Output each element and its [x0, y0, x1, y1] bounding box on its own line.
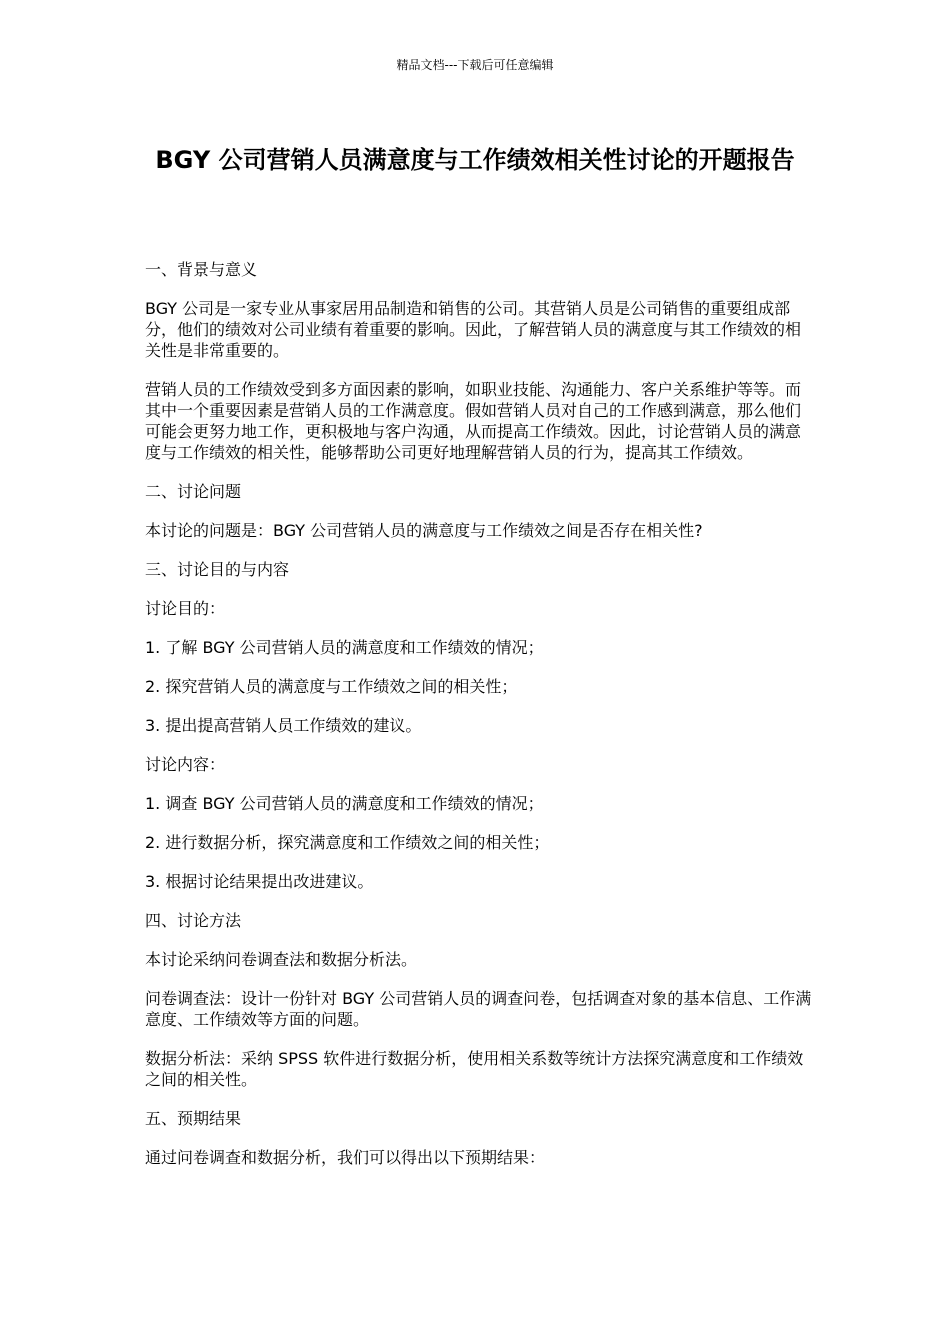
- list-item: 2. 探究营销人员的满意度与工作绩效之间的相关性；: [145, 677, 518, 696]
- paragraph: 数据分析法：采纳 SPSS 软件进行数据分析，使用相关系数等统计方法探究满意度和工作绩效之间的相关性。: [145, 1049, 804, 1089]
- paragraph: 问卷调查法：设计一份针对 BGY 公司营销人员的调查问卷，包括调查对象的基本信息、工作满意度、工作绩效等方面的问题。: [145, 989, 812, 1029]
- paragraph: 营销人员的工作绩效受到多方面因素的影响，如职业技能、沟通能力、客户关系维护等等。而其中一个重要因素是营销人员的工作满意度。假如营销人员对自己的工作感到满意，那么他们可能会更努力地工作，更积极地与客户沟通，从而提高工作绩效。因此，讨论营销人员的满意度与工作绩效的相关性，能够帮助公司更好地理解营销人员的行为，提高其工作绩效。: [145, 380, 802, 462]
- page-header-note: 精品文档---下载后可任意编辑: [396, 58, 554, 72]
- section-heading-expected-results: 五、预期结果: [145, 1109, 242, 1128]
- section-heading-background: 一、背景与意义: [145, 260, 258, 279]
- list-item: 3. 根据讨论结果提出改进建议。: [145, 872, 374, 891]
- list-item: 1. 了解 BGY 公司营销人员的满意度和工作绩效的情况；: [145, 638, 544, 657]
- list-item: 1. 调查 BGY 公司营销人员的满意度和工作绩效的情况；: [145, 794, 544, 813]
- paragraph: 讨论内容：: [145, 755, 226, 774]
- paragraph: 讨论目的：: [145, 599, 226, 618]
- list-item: 3. 提出提高营销人员工作绩效的建议。: [145, 716, 422, 735]
- paragraph: 本讨论采纳问卷调查法和数据分析法。: [145, 950, 418, 969]
- paragraph: BGY 公司是一家专业从事家居用品制造和销售的公司。其营销人员是公司销售的重要组成部分，他们的绩效对公司业绩有着重要的影响。因此，了解营销人员的满意度与其工作绩效的相关性是非常重要的。: [145, 299, 802, 360]
- list-item: 2. 进行数据分析，探究满意度和工作绩效之间的相关性；: [145, 833, 550, 852]
- document-title: BGY 公司营销人员满意度与工作绩效相关性讨论的开题报告: [155, 146, 795, 174]
- section-heading-method: 四、讨论方法: [145, 911, 242, 930]
- document-body: [145, 259, 815, 1186]
- section-heading-question: 二、讨论问题: [145, 482, 242, 501]
- paragraph: 本讨论的问题是：BGY 公司营销人员的满意度与工作绩效之间是否存在相关性?: [145, 521, 703, 540]
- section-heading-purpose: 三、讨论目的与内容: [145, 560, 290, 579]
- paragraph: 通过问卷调查和数据分析，我们可以得出以下预期结果：: [145, 1148, 546, 1167]
